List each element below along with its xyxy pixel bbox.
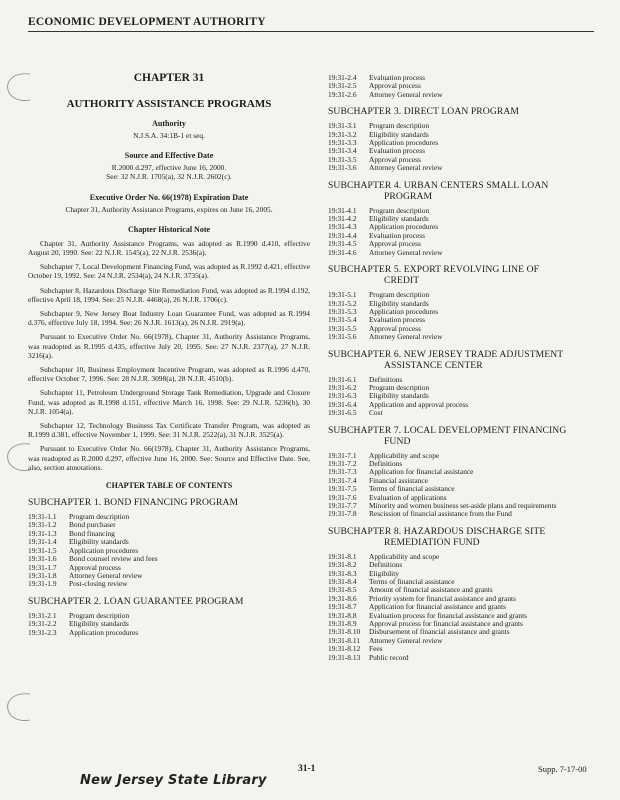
history-paragraph: Subchapter 8, Hazardous Discharge Site Remediation Fund, was adopted as R.1994 d.192, effective April 18, 1994. See: 25 N.J.R. 4468(a), 26 N.J.R. 1706(c). [28,285,310,304]
section-title: Attorney General review [369,635,443,645]
subchapter-title: SUBCHAPTER 5. EXPORT REVOLVING LINE OF [328,264,540,276]
section-number: 19:31-8.1 [328,551,357,561]
section-number: 19:31-7.7 [328,501,357,510]
subchapter-title: SUBCHAPTER 7. LOCAL DEVELOPMENT FINANCING [328,424,567,436]
section-number: 19:31-4.5 [328,239,357,249]
toc-list [328,452,598,519]
section-number: 19:31-8.6 [328,593,357,603]
section-number: 19:31-2.3 [28,627,57,637]
section-number: 19:31-8.3 [328,568,357,578]
section-number: 19:31-1.5 [28,545,57,555]
section-title: Attorney General review [369,89,443,99]
section-title: Approval process [369,81,421,91]
section-title: Definitions [369,374,403,384]
section-number: 19:31-5.1 [328,290,357,300]
section-title: Eligibility standards [369,298,429,308]
section-title: Application for financial assistance [369,467,474,477]
left-column [28,72,310,644]
section-number: 19:31-2.4 [328,73,357,82]
section-number: 19:31-6.5 [328,408,357,418]
section-number: 19:31-2.2 [28,619,57,629]
page-number: 31-1 [298,764,316,774]
section-number: 19:31-8.8 [328,610,357,620]
running-header: ECONOMIC DEVELOPMENT AUTHORITY [28,16,594,32]
subchapter-heading [328,106,598,117]
section-title: Approval process [69,562,121,572]
section-number: 19:31-5.5 [328,323,357,333]
toc-heading: CHAPTER TABLE OF CONTENTS [105,481,233,491]
section-number: 19:31-1.9 [28,579,57,589]
section-title: Definitions [369,458,403,468]
section-title: Cost [369,408,383,418]
subchapter-title: SUBCHAPTER 4. URBAN CENTERS SMALL LOAN [328,179,549,191]
section-number: 19:31-1.2 [28,520,57,530]
section-number: 19:31-1.7 [28,562,57,572]
subchapter-title-cont: FUND [384,435,411,447]
source-heading: Source and Effective Date [124,151,214,161]
library-stamp: New Jersey State Library [80,773,267,788]
section-title: Evaluation process [369,315,426,325]
section-number: 19:31-1.1 [28,512,57,522]
toc-list [328,207,598,257]
history-paragraph: Subchapter 11, Petroleum Underground Storage Tank Remediation, Upgrade and Closure Fund, was adopted as R.1998 d.151, effective March 16, 1998. See: 29 N.J.R. 5236(b), 30 N.J.R. 1054(a). [28,388,310,416]
section-title: Application procedures [369,222,439,232]
section-title: Attorney General review [369,163,443,173]
section-number: 19:31-4.2 [328,214,357,224]
section-number: 19:31-1.4 [28,537,57,547]
section-title: Application and approval process [369,399,469,409]
section-number: 19:31-7.2 [328,458,357,468]
section-number: 19:31-4.6 [328,247,357,257]
section-number: 19:31-8.5 [328,585,357,595]
section-title: Approval process [369,239,421,249]
section-title: Eligibility standards [69,619,129,629]
section-title: Evaluation process [369,146,426,156]
toc-item [328,333,598,341]
subchapter-title: SUBCHAPTER 6. NEW JERSEY TRADE ADJUSTMENT [328,348,564,360]
subchapter-title-cont: PROGRAM [384,190,433,202]
toc-list [328,376,598,418]
section-title: Program description [69,512,130,522]
section-number: 19:31-3.4 [328,146,357,156]
section-number: 19:31-3.5 [328,154,357,164]
toc-item [328,510,598,518]
section-title: Program description [369,205,430,215]
section-number: 19:31-8.9 [328,619,357,629]
section-number: 19:31-5.4 [328,315,357,325]
subchapter-heading [328,349,598,371]
source-line: See: 32 N.J.R. 1705(a), 32 N.J.R. 2602(c). [106,172,232,182]
subchapter-title-cont: CREDIT [384,275,420,287]
section-title: Evaluation process [369,73,426,82]
history-paragraph: Pursuant to Executive Order No. 66(1978), Chapter 31, Authority Assistance Programs, was readopted as R.2000 d.297, effective June 16, 2000. See: Source and Effective Date. See, also, section annotations. [28,444,310,472]
chapter-title: CHAPTER 31 [133,72,205,84]
history-paragraph: Subchapter 9, New Jersey Boat Industry Loan Guarantee Fund, was adopted as R.1994 d.376, effective July 18, 1994. See: 26 N.J.R. 1613(a), 26 N.J.R. 2919(a). [28,309,310,328]
subchapter-title: SUBCHAPTER 1. BOND FINANCING PROGRAM [28,497,239,509]
section-title: Eligibility standards [69,537,129,547]
right-column [328,74,598,669]
section-number: 19:31-6.4 [328,399,357,409]
section-number: 19:31-2.1 [28,610,57,620]
section-title: Amount of financial assistance and grants [369,585,493,595]
section-title: Program description [369,121,430,131]
authority-text: N.J.S.A. 34:1B-1 et seq. [133,131,205,140]
section-title: Fees [369,644,383,654]
section-number: 19:31-7.8 [328,509,357,519]
section-number: 19:31-7.1 [328,450,357,460]
section-title: Attorney General review [369,247,443,257]
section-title: Program description [369,382,430,392]
history-paragraph: Subchapter 10, Business Employment Incentive Program, was adopted as R.1996 d.470, effective October 7, 1996. See: 28 N.J.R. 3098(a), 28 N.J.R. 4510(b). [28,365,310,384]
section-title: Eligibility standards [369,391,429,401]
left-toc [28,497,310,637]
section-number: 19:31-7.5 [328,484,357,494]
section-number: 19:31-4.3 [328,222,357,232]
history-notes [28,239,310,472]
section-number: 19:31-8.4 [328,577,357,587]
section-number: 19:31-6.2 [328,382,357,392]
subchapter-title: SUBCHAPTER 2. LOAN GUARANTEE PROGRAM [28,595,244,607]
subchapter-title-cont: ASSISTANCE CENTER [384,359,483,371]
section-title: Approval process [369,154,421,164]
section-title: Eligibility [369,568,399,578]
subchapter-heading [328,180,598,202]
section-title: Applicability and scope [369,551,440,561]
section-number: 19:31-4.4 [328,230,357,240]
chapter-subtitle: AUTHORITY ASSISTANCE PROGRAMS [66,98,272,110]
history-heading: Chapter Historical Note [127,224,211,234]
section-title: Eligibility standards [369,214,429,224]
subchapter-heading [28,497,310,508]
eo-text: Chapter 31, Authority Assistance Programs, expires on June 16, 2005. [65,204,273,214]
authority-heading: Authority [152,119,186,128]
subchapter-title: SUBCHAPTER 8. HAZARDOUS DISCHARGE SITE [328,525,546,537]
toc-item [328,164,598,172]
section-number: 19:31-7.6 [328,492,357,502]
section-title: Definitions [369,560,403,570]
toc-list [328,553,598,662]
subchapter-heading [28,596,310,607]
section-title: Evaluation process for financial assistance and grants [369,610,528,620]
section-title: Application procedures [69,545,139,555]
source-line: R.2000 d.297, effective June 16, 2000. [111,163,227,173]
section-number: 19:31-1.6 [28,554,57,564]
section-title: Financial assistance [369,475,428,485]
section-title: Priority system for financial assistance and grants [369,593,516,603]
section-title: Attorney General review [369,332,443,342]
toc-item [328,409,598,417]
section-number: 19:31-8.10 [328,627,361,637]
section-title: Evaluation of applications [369,492,447,502]
subchapter-title: SUBCHAPTER 3. DIRECT LOAN PROGRAM [328,106,520,118]
section-title: Approval process for financial assistance and grants [369,619,523,629]
toc-list [28,612,310,637]
supplement-date: Supp. 7-17-00 [538,764,587,774]
section-number: 19:31-3.6 [328,163,357,173]
section-number: 19:31-3.2 [328,129,357,139]
section-title: Attorney General review [69,570,143,580]
section-title: Terms of financial assistance [369,577,455,587]
subchapter-title-cont: REMEDIATION FUND [384,536,480,548]
section-title: Application procedures [69,627,139,637]
toc-list [328,122,598,172]
section-number: 19:31-6.1 [328,374,357,384]
section-title: Public record [369,652,409,662]
toc-item [28,580,310,588]
section-title: Disbursement of financial assistance and grants [369,627,510,637]
history-paragraph: Pursuant to Executive Order No. 66(1978), Chapter 31, Authority Assistance Programs, was readopted as R.1995 d.435, effective July 20, 1995. See: 27 N.J.R. 2377(a), 27 N.J.R. 3216(a). [28,332,310,360]
section-number: 19:31-5.6 [328,332,357,342]
history-paragraph: Chapter 31, Authority Assistance Programs, was adopted as R.1990 d.410, effective August 20, 1990. See: 22 N.J.R. 1545(a), 22 N.J.R. 2536(a). [28,238,310,258]
section-title: Minority and women business set-aside plans and requirements [369,501,557,510]
history-paragraph: Subchapter 7, Local Development Financing Fund, was adopted as R.1992 d.421, effective October 19, 1992. See: 24 N.J.R. 2534(a), 24 N.J.R. 3735(a). [28,262,310,281]
section-title: Application procedures [369,138,439,148]
section-number: 19:31-5.3 [328,306,357,316]
right-toc [328,106,598,662]
section-number: 19:31-1.3 [28,528,57,538]
source-text [28,163,310,181]
section-number: 19:31-8.11 [328,635,360,645]
punch-hole-icon [2,690,36,724]
toc-list [328,74,598,99]
toc-list [328,291,598,341]
section-number: 19:31-3.3 [328,138,357,148]
section-title: Program description [69,610,130,620]
section-number: 19:31-8.12 [328,644,361,654]
section-number: 19:31-2.5 [328,81,357,91]
toc-item [328,249,598,257]
section-title: Post-closing review [69,579,128,589]
section-title: Eligibility standards [369,129,429,139]
toc-item [328,91,598,99]
section-number: 19:31-8.7 [328,602,357,612]
section-title: Application procedures [369,306,439,316]
toc-item [28,629,310,637]
section-title: Application for financial assistance and grants [369,602,506,612]
toc-list [28,513,310,589]
section-number: 19:31-5.2 [328,298,357,308]
section-title: Evaluation process [369,230,426,240]
section-number: 19:31-7.3 [328,467,357,477]
section-number: 19:31-4.1 [328,205,357,215]
section-number: 19:31-8.13 [328,652,361,662]
section-number: 19:31-8.2 [328,560,357,570]
section-title: Bond financing [69,528,115,538]
section-title: Bond counsel review and fees [69,554,158,564]
section-title: Applicability and scope [369,450,440,460]
section-number: 19:31-3.1 [328,121,357,131]
section-title: Bond purchaser [69,520,116,530]
section-number: 19:31-2.6 [328,89,357,99]
section-number: 19:31-7.4 [328,475,357,485]
toc-item [328,654,598,662]
subchapter-heading [328,425,598,447]
subchapter-heading [328,526,598,548]
section-number: 19:31-1.8 [28,570,57,580]
section-title: Approval process [369,323,421,333]
section-number: 19:31-6.3 [328,391,357,401]
history-paragraph: Subchapter 12, Technology Business Tax Certificate Transfer Program, was adopted as R.1999 d.381, effective November 1, 1999. See: 31 N.J.R. 2522(a), 31 N.J.R. 3525(a). [28,421,310,440]
eo-heading: Executive Order No. 66(1978) Expiration Date [89,192,249,202]
section-title: Terms of financial assistance [369,484,455,494]
subchapter-heading [328,264,598,286]
section-title: Program description [369,290,430,300]
section-title: Rescission of financial assistance from the Fund [369,509,512,519]
